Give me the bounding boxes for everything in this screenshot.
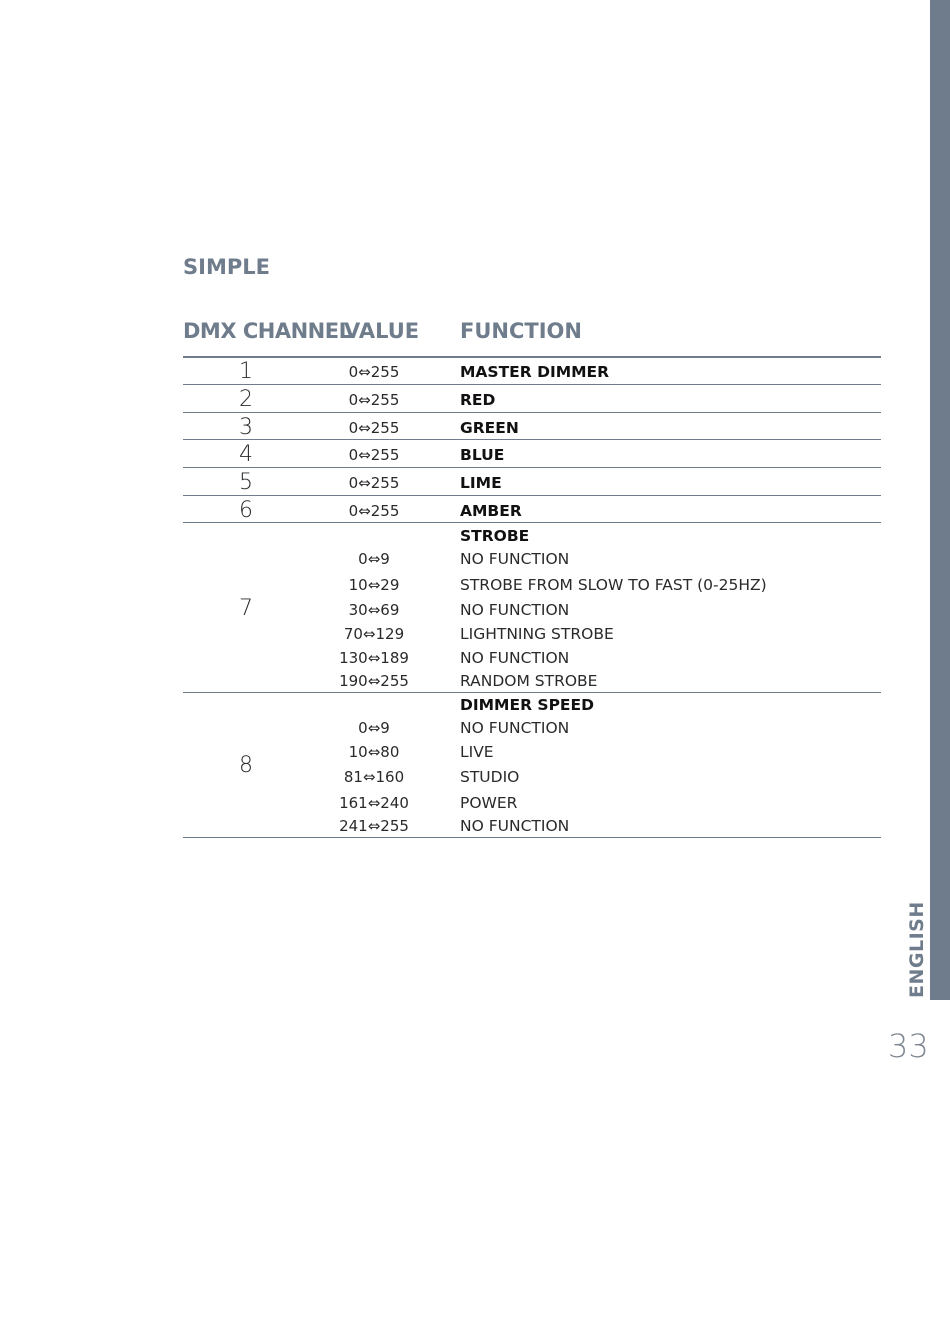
value-range: 10⇔29: [348, 576, 400, 594]
value-range: 10⇔80: [348, 743, 400, 761]
value-range: 81⇔160: [343, 768, 405, 786]
value-range: 161⇔240: [339, 794, 409, 812]
channel-number: 5: [239, 470, 253, 495]
channel-number: 7: [239, 596, 253, 621]
function-group-title: STROBE: [460, 527, 530, 545]
value-range: 0⇔255: [348, 474, 400, 492]
value-range: 0⇔255: [348, 363, 400, 381]
table-top-rule: [183, 356, 881, 358]
function-label: NO FUNCTION: [460, 601, 570, 619]
row-divider: [183, 495, 881, 496]
channel-number: 8: [239, 753, 253, 778]
function-label: STROBE FROM SLOW TO FAST (0-25HZ): [460, 576, 767, 594]
function-label: LIME: [460, 474, 502, 492]
function-label: POWER: [460, 794, 518, 812]
value-range: 241⇔255: [339, 817, 409, 835]
function-label: NO FUNCTION: [460, 649, 570, 667]
function-label: STUDIO: [460, 768, 520, 786]
channel-number: 1: [239, 359, 253, 384]
function-label: BLUE: [460, 446, 505, 464]
value-range: 0⇔255: [348, 446, 400, 464]
row-divider: [183, 412, 881, 413]
table-bottom-rule: [183, 837, 881, 838]
function-group-title: DIMMER SPEED: [460, 696, 594, 714]
page-number: 33: [888, 1027, 929, 1065]
function-label: GREEN: [460, 419, 519, 437]
value-range: 30⇔69: [348, 601, 400, 619]
value-range: 0⇔9: [358, 719, 390, 737]
value-range: 0⇔9: [358, 550, 390, 568]
function-label: RANDOM STROBE: [460, 672, 598, 690]
row-divider: [183, 467, 881, 468]
row-divider: [183, 384, 881, 385]
row-divider: [183, 522, 881, 523]
function-label: MASTER DIMMER: [460, 363, 610, 381]
channel-number: 3: [239, 415, 253, 440]
language-label: ENGLISH: [906, 901, 928, 998]
function-label: NO FUNCTION: [460, 719, 570, 737]
function-label: RED: [460, 391, 496, 409]
channel-number: 2: [239, 387, 253, 412]
row-divider: [183, 692, 881, 693]
side-tab-bar: [930, 0, 950, 1000]
value-range: 70⇔129: [343, 625, 405, 643]
value-range: 190⇔255: [339, 672, 409, 690]
function-label: NO FUNCTION: [460, 550, 570, 568]
function-label: LIVE: [460, 743, 494, 761]
value-range: 130⇔189: [339, 649, 409, 667]
value-range: 0⇔255: [348, 419, 400, 437]
row-divider: [183, 439, 881, 440]
header-value: VALUE: [344, 319, 420, 343]
function-label: LIGHTNING STROBE: [460, 625, 614, 643]
function-label: AMBER: [460, 502, 522, 520]
value-range: 0⇔255: [348, 502, 400, 520]
header-function: FUNCTION: [460, 319, 582, 343]
section-title: SIMPLE: [183, 255, 270, 279]
value-range: 0⇔255: [348, 391, 400, 409]
channel-number: 6: [239, 498, 253, 523]
header-dmx-channel: DMX CHANNEL: [183, 319, 352, 343]
channel-number: 4: [239, 442, 253, 467]
function-label: NO FUNCTION: [460, 817, 570, 835]
